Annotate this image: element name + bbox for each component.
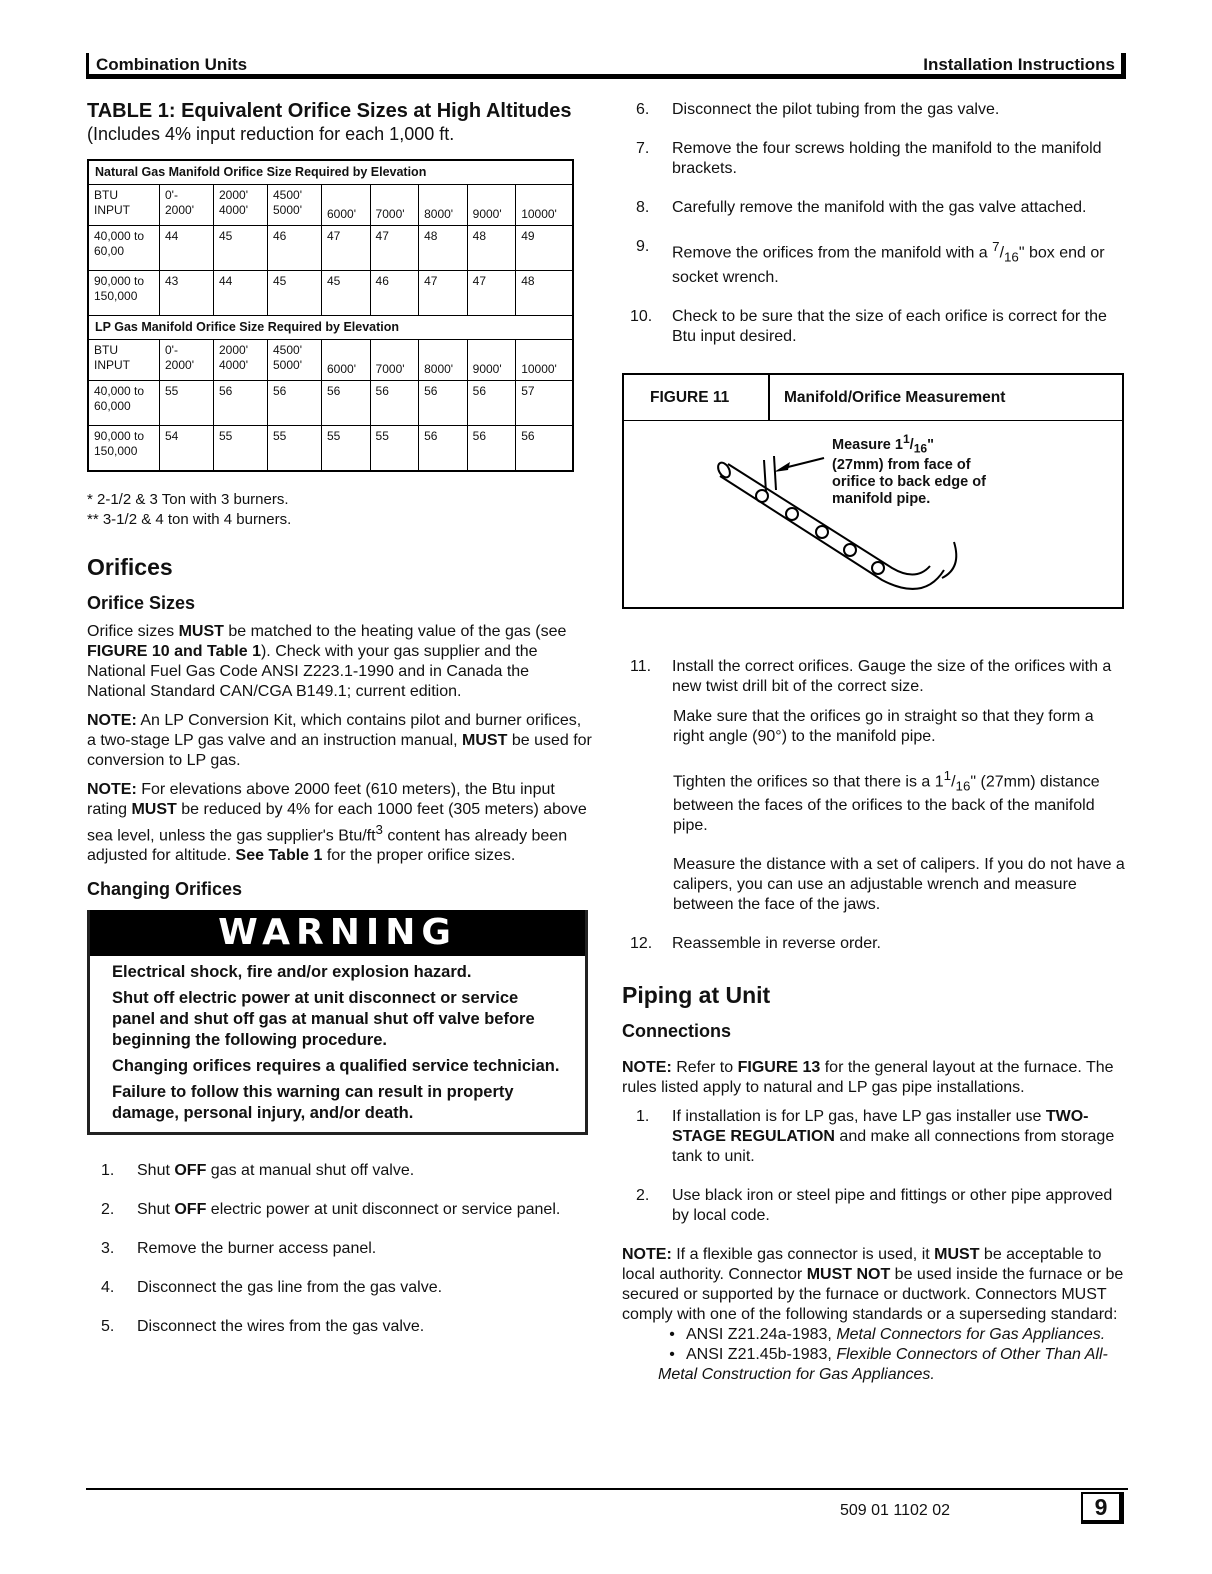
table-cell: 55: [322, 426, 371, 472]
list-item: 10. Check to be sure that the size of each orifice is correct for the Btu input desired.: [630, 307, 1107, 345]
table-header-cell: 8000': [419, 185, 468, 226]
warning-line: Changing orifices requires a qualified service technician.: [112, 1057, 560, 1076]
table-row: [88, 381, 573, 426]
table-row: [88, 271, 573, 316]
warning-line: Failure to follow this warning can result in property damage, personal injury, and/or death.: [112, 1083, 514, 1123]
page-header: [86, 53, 1126, 79]
lp-gas-section-title: LP Gas Manifold Orifice Size Required by Elevation: [88, 316, 573, 340]
table-cell: 90,000 to 150,000: [88, 271, 160, 316]
table-cell: 44: [214, 271, 268, 316]
page-number: 9: [1081, 1492, 1124, 1524]
table-header-cell: 9000': [467, 185, 516, 226]
warning-line: Shut off electric power at unit disconnect or service panel and shut off gas at manual shut off valve before beginning the following procedure.: [112, 989, 535, 1050]
table-header-cell: 7000': [370, 340, 419, 381]
manifold-pipe-illustration: [624, 420, 1122, 606]
table-cell: 48: [467, 226, 516, 271]
table-cell: 40,000 to 60,000: [88, 381, 160, 426]
step-11-details: [622, 707, 1128, 916]
table-header-cell: 0'- 2000': [160, 185, 214, 226]
table-header-cell: 8000': [419, 340, 468, 381]
table-cell: 43: [160, 271, 214, 316]
table-cell: 45: [214, 226, 268, 271]
table-header-cell: 6000': [322, 185, 371, 226]
table-cell: 56: [419, 381, 468, 426]
table-cell: 49: [516, 226, 573, 271]
natural-gas-section-title: Natural Gas Manifold Orifice Size Required by Elevation: [88, 160, 573, 185]
table-header-cell: 0'- 2000': [160, 340, 214, 381]
table-header-cell: 4500' 5000': [268, 185, 322, 226]
table-cell: 56: [268, 381, 322, 426]
step-paragraph: Tighten the orifices so that there is a $1^1/_{16}$" (27mm) distance between the faces of the orifices to the back of the manifold pipe.: [673, 767, 1100, 835]
table-cell: 47: [467, 271, 516, 316]
table-cell: 54: [160, 426, 214, 472]
document-number: 509 01 1102 02: [840, 1502, 951, 1519]
list-item: • ANSI Z21.24a-1983, Metal Connectors for Gas Appliances.: [669, 1326, 1106, 1344]
figure-title: Manifold/Orifice Measurement: [784, 388, 1006, 406]
table-cell: 47: [322, 226, 371, 271]
table-header-cell: 10000': [516, 340, 573, 381]
header-right: Installation Instructions: [923, 55, 1115, 74]
warning-box: [87, 910, 588, 1135]
list-item: • ANSI Z21.45b-1983, Flexible Connectors of Other Than All-Metal Construction for Gas Appliances.: [658, 1346, 1108, 1384]
table-cell: 56: [214, 381, 268, 426]
table-cell: 56: [419, 426, 468, 472]
step-paragraph: Make sure that the orifices go in straight so that they form a right angle (90°) to the manifold pipe.: [673, 707, 1094, 745]
table-cell: 47: [419, 271, 468, 316]
table-header-cell: 2000' 4000': [214, 185, 268, 226]
table-row: [88, 226, 573, 271]
list-item: 4. Disconnect the gas line from the gas valve.: [101, 1279, 443, 1297]
table-header-cell: 10000': [516, 185, 573, 226]
table-cell: 46: [370, 271, 419, 316]
orifices-heading: Orifices: [87, 554, 173, 580]
footnote: * 2-1/2 & 3 Ton with 3 burners.: [87, 491, 289, 508]
table-cell: 45: [322, 271, 371, 316]
right-column: [622, 100, 1128, 1385]
table-cell: 90,000 to 150,000: [88, 426, 160, 472]
list-item: 11. Install the correct orifices. Gauge the size of the orifices with a new twist drill bit of the correct size.: [630, 657, 1112, 695]
figure-note: Measure $1^1/_{16}$" (27mm) from face of orifice to back edge of manifold pipe.: [832, 431, 986, 508]
connections-heading: Connections: [622, 1021, 732, 1042]
standards-list: [658, 1325, 1128, 1385]
list-item: 2. Shut OFF electric power at unit disconnect or service panel.: [101, 1201, 561, 1219]
table-cell: 55: [160, 381, 214, 426]
list-item: 1. If installation is for LP gas, have LP gas installer use TWO-STAGE REGULATION and make all connections from storage tank to unit.: [636, 1108, 1115, 1166]
list-item: 8. Carefully remove the manifold with the gas valve attached.: [636, 199, 1087, 216]
list-item: 9. Remove the orifices from the manifold with a $^7/_{16}$" box end or socket wrench.: [636, 238, 1105, 286]
table-cell: 55: [268, 426, 322, 472]
left-column: [87, 100, 592, 1356]
table-cell: 57: [516, 381, 573, 426]
orifice-sizes-heading: Orifice Sizes: [87, 593, 196, 613]
figure-label: FIGURE 11: [624, 375, 770, 420]
table-footnotes: [87, 490, 592, 530]
table-header-cell: 4500' 5000': [268, 340, 322, 381]
table1-title: TABLE 1: Equivalent Orifice Sizes at High Altitudes: [87, 100, 572, 122]
table-cell: 45: [268, 271, 322, 316]
warning-line: Electrical shock, fire and/or explosion hazard.: [112, 963, 472, 982]
table-header-row: [88, 185, 573, 226]
table-header-cell: 7000': [370, 185, 419, 226]
table-header-cell: BTU INPUT: [88, 185, 160, 226]
list-item: 5. Disconnect the wires from the gas valve.: [101, 1318, 425, 1336]
table-cell: 46: [268, 226, 322, 271]
steps-list-right-3: [622, 934, 1128, 954]
piping-note: NOTE: Refer to FIGURE 13 for the general layout at the furnace. The rules listed apply to natural and LP gas pipe installations.: [622, 1059, 1114, 1097]
table-cell: 56: [516, 426, 573, 472]
table-cell: 56: [370, 381, 419, 426]
orifice-table: [87, 159, 574, 472]
list-item: 7. Remove the four screws holding the manifold to the manifold brackets.: [636, 140, 1102, 177]
header-left: Combination Units: [96, 55, 248, 74]
list-item: 3. Remove the burner access panel.: [101, 1240, 377, 1258]
table-header-cell: 2000' 4000': [214, 340, 268, 381]
piping-heading: Piping at Unit: [622, 982, 771, 1009]
footer-divider: [86, 1488, 1128, 1490]
table-row: [88, 426, 573, 472]
list-item: 6. Disconnect the pilot tubing from the gas valve.: [636, 101, 1000, 118]
orifice-sizes-paragraph: Orifice sizes MUST be matched to the heating value of the gas (see FIGURE 10 and Table 1). Check with your gas supplier and the National Fuel Gas Code ANSI Z223.1-1990 and in Canada the National Standard CAN/CGA B149.1; current edition.: [87, 623, 567, 700]
changing-orifices-heading: Changing Orifices: [87, 879, 243, 900]
table-cell: 40,000 to 60,00: [88, 226, 160, 271]
table-cell: 56: [467, 426, 516, 472]
list-item: 2. Use black iron or steel pipe and fittings or other pipe approved by local code.: [636, 1187, 1113, 1225]
table-header-row: [88, 340, 573, 381]
warning-banner: WARNING: [90, 910, 585, 956]
connector-note: NOTE: If a flexible gas connector is used, it MUST be acceptable to local authority. Connector MUST NOT be used inside the furnace or be secured or supported by the furnace or ductwork. Connectors MUST comply with one of the following standards or a superseding standard:: [622, 1246, 1124, 1324]
table-cell: 56: [322, 381, 371, 426]
steps-list-right: [622, 100, 1128, 347]
piping-steps: [622, 1107, 1128, 1226]
table-header-cell: 9000': [467, 340, 516, 381]
footnote: ** 3-1/2 & 4 ton with 4 burners.: [87, 511, 292, 528]
table-header-cell: BTU INPUT: [88, 340, 160, 381]
table-header-cell: 6000': [322, 340, 371, 381]
table-cell: 48: [516, 271, 573, 316]
table-cell: 55: [370, 426, 419, 472]
table1-subtitle: (Includes 4% input reduction for each 1,000 ft.: [87, 124, 455, 144]
table-cell: 48: [419, 226, 468, 271]
figure-11: [622, 373, 1124, 609]
steps-list-left: [87, 1161, 592, 1337]
steps-list-right-2: [622, 657, 1128, 697]
list-item: 12. Reassemble in reverse order.: [630, 935, 881, 953]
lp-kit-note: NOTE: An LP Conversion Kit, which contains pilot and burner orifices, a two-stage LP gas valve and an instruction manual, MUST be used for conversion to LP gas.: [87, 712, 592, 769]
table-cell: 55: [214, 426, 268, 472]
list-item: 1. Shut OFF gas at manual shut off valve.: [101, 1162, 415, 1180]
step-paragraph: Measure the distance with a set of calipers. If you do not have a calipers, you can use an adjustable wrench and measure between the face of the jaws.: [673, 856, 1125, 914]
elevation-note: NOTE: For elevations above 2000 feet (610 meters), the Btu input rating MUST be reduced by 4% for each 1000 feet (305 meters) above sea level, unless the gas supplier's Btu/$ft^3$ content has already been adjusted for altitude. See Table 1 for the proper orifice sizes.: [87, 781, 587, 865]
table-cell: 56: [467, 381, 516, 426]
table-cell: 44: [160, 226, 214, 271]
table-cell: 47: [370, 226, 419, 271]
